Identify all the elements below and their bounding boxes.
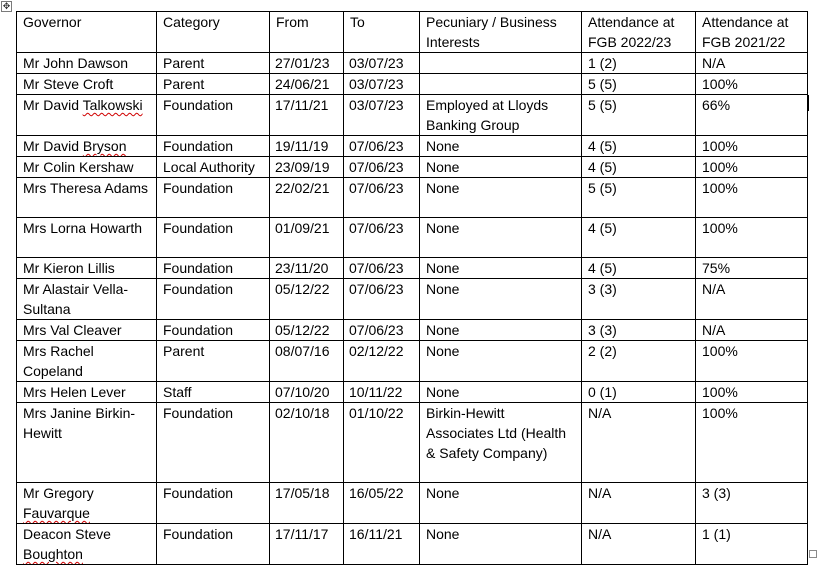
interests-cell[interactable]: None xyxy=(420,279,582,320)
from-date-cell[interactable]: 23/09/19 xyxy=(270,157,344,178)
attendance-2223-cell[interactable]: 4 (5) xyxy=(582,136,696,157)
to-date-cell[interactable]: 07/06/23 xyxy=(344,258,420,279)
category-cell[interactable]: Foundation xyxy=(157,218,270,258)
attendance-2223-cell[interactable]: 3 (3) xyxy=(582,279,696,320)
to-date-cell[interactable]: 07/06/23 xyxy=(344,279,420,320)
from-date-cell[interactable]: 05/12/22 xyxy=(270,320,344,341)
category-cell[interactable]: Parent xyxy=(157,53,270,74)
from-date-cell[interactable]: 02/10/18 xyxy=(270,403,344,483)
attendance-2122-cell[interactable]: 66% xyxy=(696,95,808,136)
attendance-2122-cell[interactable]: 100% xyxy=(696,157,808,178)
table-row xyxy=(17,53,808,74)
governor-name-cell[interactable]: Mr David Bryson xyxy=(17,136,157,157)
governor-name-cell[interactable]: Mrs Helen Lever xyxy=(17,382,157,403)
governor-name-cell[interactable]: Mrs Theresa Adams xyxy=(17,178,157,218)
attendance-2122-cell[interactable]: 100% xyxy=(696,74,808,95)
category-cell[interactable]: Foundation xyxy=(157,178,270,218)
table-row xyxy=(17,136,808,157)
from-date-cell[interactable]: 17/05/18 xyxy=(270,483,344,524)
governor-name-cell[interactable]: Mrs Val Cleaver xyxy=(17,320,157,341)
header-category[interactable]: Category xyxy=(157,12,270,53)
governor-name-cell[interactable]: Mr Kieron Lillis xyxy=(17,258,157,279)
attendance-2122-cell[interactable]: N/A xyxy=(696,320,808,341)
to-date-cell[interactable]: 03/07/23 xyxy=(344,74,420,95)
category-cell[interactable]: Local Authority xyxy=(157,157,270,178)
attendance-2223-cell[interactable]: 4 (5) xyxy=(582,258,696,279)
interests-cell[interactable] xyxy=(420,53,582,74)
attendance-2122-cell[interactable]: N/A xyxy=(696,279,808,320)
attendance-2223-cell[interactable]: 5 (5) xyxy=(582,178,696,218)
move-table-icon[interactable]: ✥ xyxy=(2,1,11,11)
header-row xyxy=(17,12,808,53)
from-date-cell[interactable]: 01/09/21 xyxy=(270,218,344,258)
governor-name-cell[interactable]: Mrs Janine Birkin-Hewitt xyxy=(17,403,157,483)
governor-name-cell[interactable]: Mrs Rachel Copeland xyxy=(17,341,157,382)
attendance-2122-cell[interactable]: 100% xyxy=(696,382,808,403)
from-date-cell[interactable]: 17/11/17 xyxy=(270,524,344,565)
attendance-2223-cell[interactable]: N/A xyxy=(582,524,696,565)
table-row xyxy=(17,382,808,403)
table-row xyxy=(17,95,808,136)
from-date-cell[interactable]: 08/07/16 xyxy=(270,341,344,382)
to-date-cell[interactable]: 07/06/23 xyxy=(344,136,420,157)
table-row xyxy=(17,341,808,382)
from-date-cell[interactable]: 23/11/20 xyxy=(270,258,344,279)
table-row xyxy=(17,403,808,483)
governor-name-cell[interactable]: Deacon Steve Boughton xyxy=(17,524,157,565)
governor-name-cell[interactable]: Mr Alastair Vella-Sultana xyxy=(17,279,157,320)
header-to[interactable]: To xyxy=(344,12,420,53)
to-date-cell[interactable]: 03/07/23 xyxy=(344,53,420,74)
interests-cell[interactable]: None xyxy=(420,258,582,279)
category-cell[interactable]: Foundation xyxy=(157,320,270,341)
attendance-2122-cell[interactable]: 100% xyxy=(696,178,808,218)
attendance-2122-cell[interactable]: N/A xyxy=(696,53,808,74)
text-cursor xyxy=(808,95,809,111)
to-date-cell[interactable]: 10/11/22 xyxy=(344,382,420,403)
table-row xyxy=(17,157,808,178)
category-cell[interactable]: Parent xyxy=(157,74,270,95)
spelling-underline: Bryson xyxy=(82,138,127,154)
governor-name-cell[interactable]: Mr Gregory Fauvarque xyxy=(17,483,157,524)
header-interests[interactable]: Pecuniary / Business Interests xyxy=(420,12,582,53)
table-row xyxy=(17,218,808,258)
from-date-cell[interactable]: 07/10/20 xyxy=(270,382,344,403)
interests-cell[interactable]: None xyxy=(420,136,582,157)
governor-name-cell[interactable]: Mrs Lorna Howarth xyxy=(17,218,157,258)
attendance-2122-cell[interactable]: 100% xyxy=(696,218,808,258)
to-date-cell[interactable]: 01/10/22 xyxy=(344,403,420,483)
category-cell[interactable]: Foundation xyxy=(157,136,270,157)
attendance-2122-cell[interactable]: 1 (1) xyxy=(696,524,808,565)
header-att-2223[interactable]: Attendance at FGB 2022/23 xyxy=(582,12,696,53)
governor-name-cell[interactable]: Mr Colin Kershaw xyxy=(17,157,157,178)
table-row xyxy=(17,320,808,341)
attendance-2223-cell[interactable]: 4 (5) xyxy=(582,157,696,178)
category-cell[interactable]: Foundation xyxy=(157,524,270,565)
attendance-2122-cell[interactable]: 100% xyxy=(696,136,808,157)
interests-cell[interactable]: None xyxy=(420,320,582,341)
header-att-2122[interactable]: Attendance at FGB 2021/22 xyxy=(696,12,808,53)
category-cell[interactable]: Staff xyxy=(157,382,270,403)
interests-cell[interactable]: None xyxy=(420,483,582,524)
category-cell[interactable]: Foundation xyxy=(157,279,270,320)
attendance-2223-cell[interactable]: 5 (5) xyxy=(582,74,696,95)
category-cell[interactable]: Parent xyxy=(157,341,270,382)
from-date-cell[interactable]: 05/12/22 xyxy=(270,279,344,320)
from-date-cell[interactable]: 19/11/19 xyxy=(270,136,344,157)
spelling-underline: Boughton xyxy=(23,546,83,562)
category-cell[interactable]: Foundation xyxy=(157,95,270,136)
interests-cell[interactable]: None xyxy=(420,157,582,178)
table-row xyxy=(17,524,808,565)
category-cell[interactable]: Foundation xyxy=(157,403,270,483)
category-cell[interactable]: Foundation xyxy=(157,258,270,279)
resize-table-icon[interactable] xyxy=(809,550,817,558)
attendance-2223-cell[interactable]: 3 (3) xyxy=(582,320,696,341)
to-date-cell[interactable]: 16/05/22 xyxy=(344,483,420,524)
attendance-2223-cell[interactable]: 5 (5) xyxy=(582,95,696,136)
interests-cell[interactable]: None xyxy=(420,178,582,218)
interests-cell[interactable]: Employed at Lloyds Banking Group xyxy=(420,95,582,136)
header-from[interactable]: From xyxy=(270,12,344,53)
from-date-cell[interactable]: 24/06/21 xyxy=(270,74,344,95)
interests-cell[interactable]: None xyxy=(420,382,582,403)
attendance-2223-cell[interactable]: 4 (5) xyxy=(582,218,696,258)
interests-cell[interactable]: Birkin-Hewitt Associates Ltd (Health & Safety Company) xyxy=(420,403,582,483)
table-row xyxy=(17,279,808,320)
table-row xyxy=(17,258,808,279)
attendance-2223-cell[interactable]: N/A xyxy=(582,403,696,483)
governors-table xyxy=(16,11,808,565)
interests-cell[interactable]: None xyxy=(420,218,582,258)
spelling-underline: Talkowski xyxy=(82,97,143,113)
interests-cell[interactable] xyxy=(420,74,582,95)
table-row xyxy=(17,483,808,524)
governor-name-cell[interactable]: Mr John Dawson xyxy=(17,53,157,74)
attendance-2122-cell[interactable]: 3 (3) xyxy=(696,483,808,524)
table-row xyxy=(17,74,808,95)
to-date-cell[interactable]: 16/11/21 xyxy=(344,524,420,565)
to-date-cell[interactable]: 07/06/23 xyxy=(344,218,420,258)
from-date-cell[interactable]: 22/02/21 xyxy=(270,178,344,218)
category-cell[interactable]: Foundation xyxy=(157,483,270,524)
to-date-cell[interactable]: 03/07/23 xyxy=(344,95,420,136)
table-row xyxy=(17,178,808,218)
to-date-cell[interactable]: 07/06/23 xyxy=(344,157,420,178)
from-date-cell[interactable]: 27/01/23 xyxy=(270,53,344,74)
attendance-2122-cell[interactable]: 100% xyxy=(696,341,808,382)
to-date-cell[interactable]: 07/06/23 xyxy=(344,320,420,341)
from-date-cell[interactable]: 17/11/21 xyxy=(270,95,344,136)
to-date-cell[interactable]: 07/06/23 xyxy=(344,178,420,218)
attendance-2223-cell[interactable]: 0 (1) xyxy=(582,382,696,403)
interests-cell[interactable]: None xyxy=(420,341,582,382)
attendance-2122-cell[interactable]: 75% xyxy=(696,258,808,279)
attendance-2223-cell[interactable]: 1 (2) xyxy=(582,53,696,74)
to-date-cell[interactable]: 02/12/22 xyxy=(344,341,420,382)
attendance-2122-cell[interactable]: 100% xyxy=(696,403,808,483)
governor-name-cell[interactable]: Mr Steve Croft xyxy=(17,74,157,95)
interests-cell[interactable]: None xyxy=(420,524,582,565)
header-governor[interactable]: Governor xyxy=(17,12,157,53)
spelling-underline: Fauvarque xyxy=(23,505,90,521)
attendance-2223-cell[interactable]: 2 (2) xyxy=(582,341,696,382)
attendance-2223-cell[interactable]: N/A xyxy=(582,483,696,524)
governor-name-cell[interactable]: Mr David Talkowski xyxy=(17,95,157,136)
